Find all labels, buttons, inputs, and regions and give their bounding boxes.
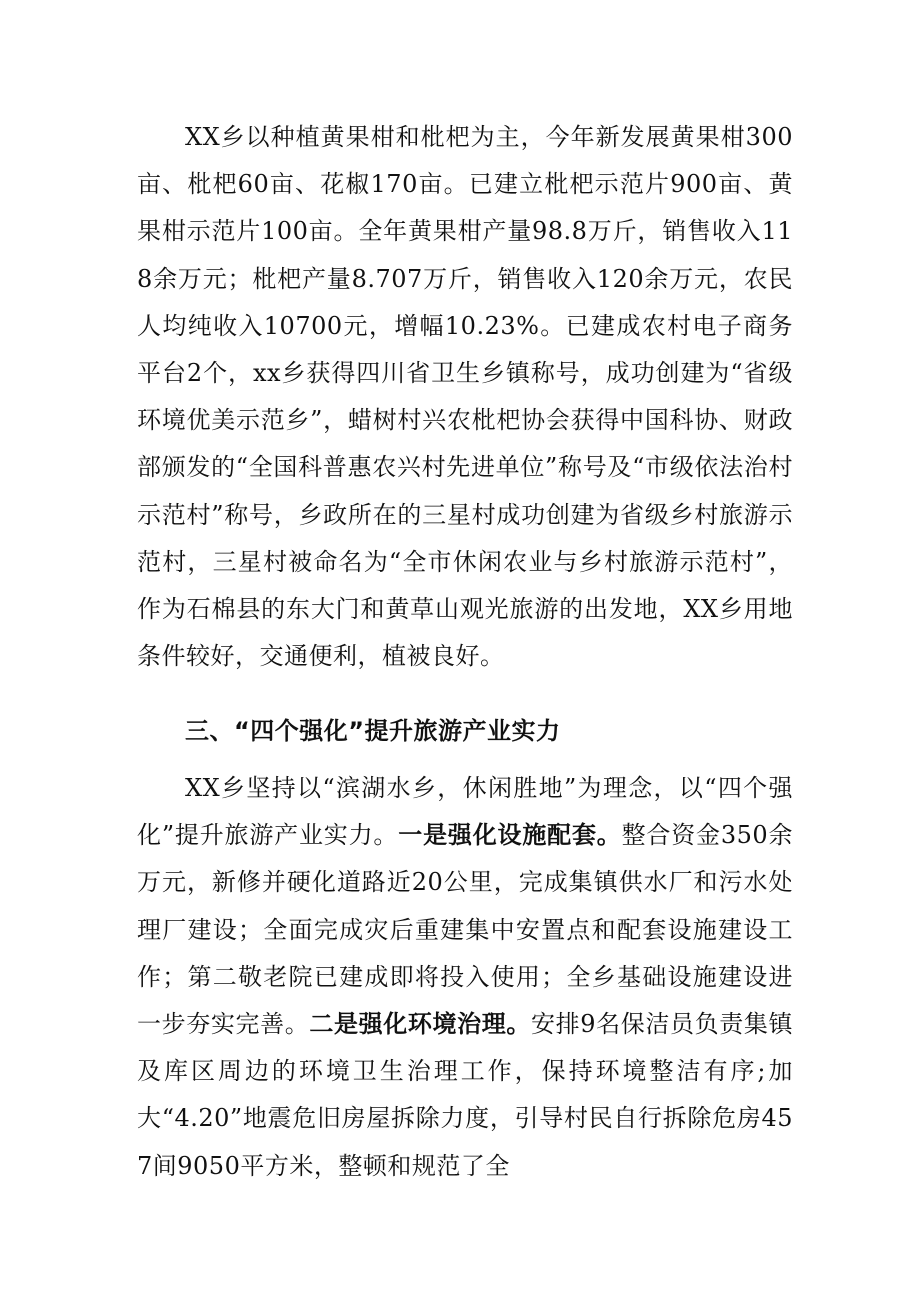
point-one-text: 整合资金350余万元，新修并硬化道路近20公里，完成集镇供水厂和污水处理厂建设；全面完成灾后重建集中安置点和配套设施建设工作；第二敬老院已建成即将投入使用；全乡基础设施建设进一步夯实完善。: [137, 821, 793, 1039]
paragraph-intro-text: XX乡坚持以“滨湖水乡，休闲胜地”为理念，以“四个强化”提升旅游产业实力。: [137, 774, 793, 850]
point-one-label: 一是强化设施配套。: [398, 821, 622, 850]
point-two-label: 二是强化环境治理。: [309, 1010, 531, 1039]
section-heading-tourism: 三、“四个强化”提升旅游产业实力: [185, 717, 561, 745]
point-two-text: 安排9名保洁员负责集镇及库区周边的环境卫生治理工作，保持环境整洁有序;加大“4.20”地震危旧房屋拆除力度，引导村民自行拆除危房457间9050平方米，整顿和规范了全: [137, 1010, 794, 1180]
body-paragraph-agriculture: XX乡以种植黄果柑和枇杷为主，今年新发展黄果柑300亩、枇杷60亩、花椒170亩。已建立枇杷示范片900亩、黄果柑示范片100亩。全年黄果柑产量98.8万斤，销售收入118余万元；枇杷产量8.707万斤，销售收入120余万元，农民人均纯收入10700元，增幅10.23%。已建成农村电子商务平台2个，xx乡获得四川省卫生乡镇称号，成功创建为“省级环境优美示范乡”，蜡树村兴农枇杷协会获得中国科协、财政部颁发的“全国科普惠农兴村先进单位”称号及“市级依法治村示范村”称号，乡政所在的三星村成功创建为省级乡村旅游示范村，三星村被命名为“全市休闲农业与乡村旅游示范村”，作为石棉县的东大门和黄草山观光旅游的出发地，XX乡用地条件较好，交通便利，植被良好。: [137, 123, 793, 671]
body-paragraph-tourism: [137, 765, 793, 1190]
